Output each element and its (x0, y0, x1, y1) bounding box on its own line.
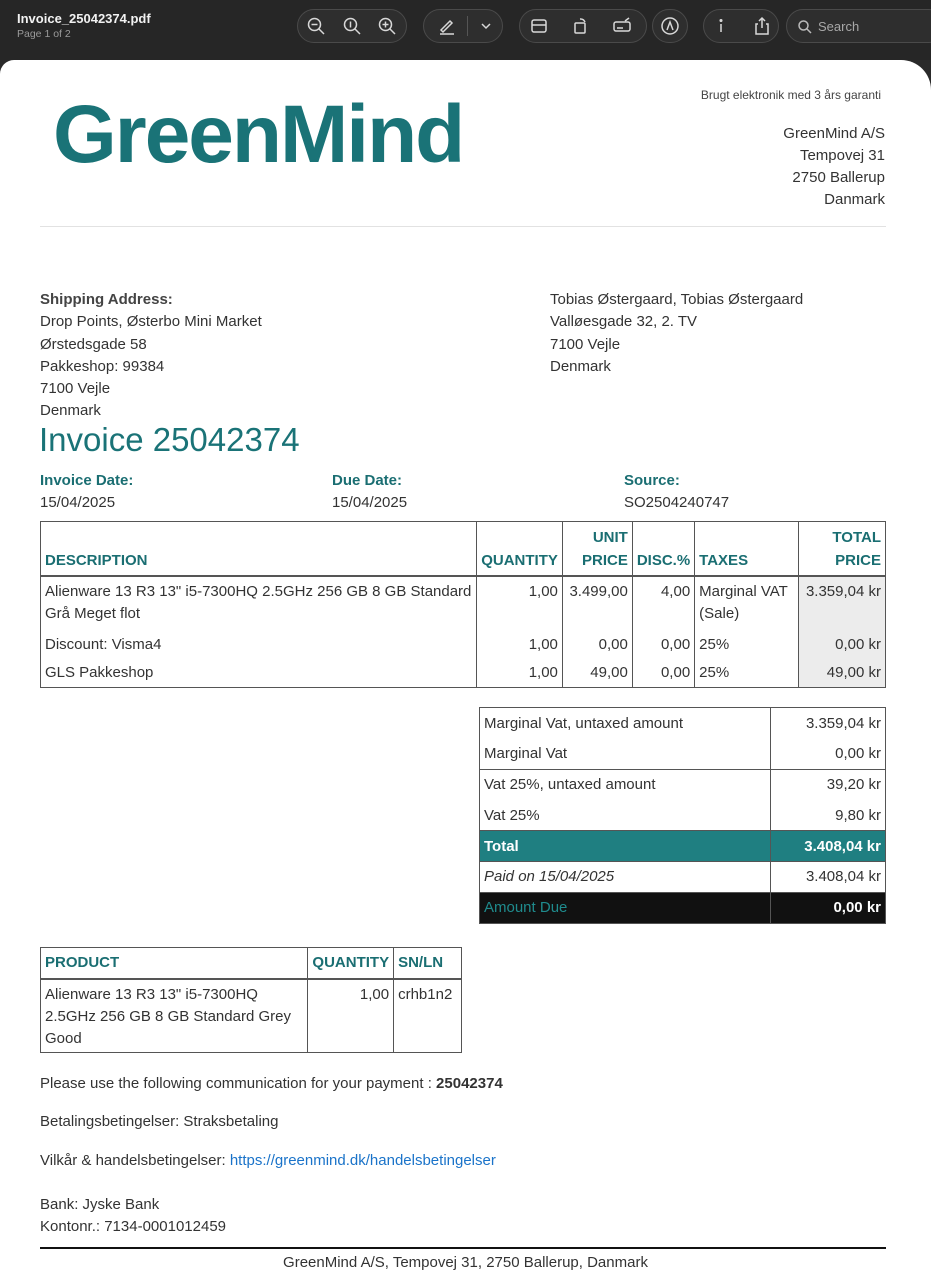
shipping-line: Denmark (40, 402, 101, 420)
cell-sn: crhb1n2 (394, 979, 462, 1053)
paid-row (480, 861, 886, 892)
col-unit-price-l2: PRICE (581, 551, 628, 569)
total-value: 3.408,04 kr (771, 831, 886, 862)
cell-discount: 0,00 (632, 631, 694, 659)
markup-icon[interactable] (653, 9, 687, 43)
cell-discount: 0,00 (632, 659, 694, 688)
bank-name: Bank: Jyske Bank (40, 1196, 160, 1213)
amount-due-value: 0,00 kr (771, 892, 886, 923)
shipping-line: Pakkeshop: 99384 (40, 357, 165, 375)
payment-text: Please use the following communication for your payment : (40, 1075, 437, 1092)
shipping-line: Drop Points, Østerbo Mini Market (40, 313, 262, 331)
table-header-row (41, 522, 886, 576)
cell-description: Alienware 13 R3 13" i5-7300HQ 2.5GHz 256 GB 8 GB Standard Grå Meget flot (41, 576, 477, 631)
info-icon[interactable] (704, 9, 738, 43)
marginal-untaxed-label: Marginal Vat, untaxed amount (480, 708, 771, 739)
col-taxes: TAXES (695, 522, 799, 576)
conditions (40, 1152, 496, 1169)
customer-line: Valløesgade 32, 2. TV (550, 313, 698, 331)
sidebar-icon[interactable] (522, 9, 556, 43)
amount-due-row (480, 892, 886, 923)
company-address (783, 123, 885, 211)
cell-total: 0,00 kr (799, 631, 886, 659)
col-product-quantity: QUANTITY (308, 948, 394, 979)
document-title: Invoice_25042374.pdf (17, 11, 151, 26)
footer-divider (40, 1247, 886, 1249)
toolbar-separator (467, 16, 468, 36)
cell-unit-price: 0,00 (562, 631, 632, 659)
shipping-line: 7100 Vejle (40, 380, 111, 398)
table-row (41, 576, 886, 631)
paid-value: 3.408,04 kr (771, 861, 886, 892)
due-date-label: Due Date: (332, 472, 403, 489)
shipping-line: Ørstedsgade 58 (40, 335, 147, 353)
rotate-icon[interactable] (563, 9, 597, 43)
customer-line: Tobias Østergaard, Tobias Østergaard (550, 291, 804, 308)
cell-taxes: 25% (695, 659, 799, 688)
vat25-untaxed-value: 39,20 kr (771, 769, 886, 800)
cell-discount: 4,00 (632, 576, 694, 631)
col-total-l1: TOTAL (832, 528, 881, 546)
cell-unit-price: 3.499,00 (562, 576, 632, 631)
zoom-in-icon[interactable] (370, 9, 404, 43)
cell-quantity: 1,00 (477, 631, 563, 659)
totals-row (480, 769, 886, 800)
due-date-block (332, 470, 407, 514)
marginal-vat-label: Marginal Vat (480, 738, 771, 769)
cell-description: GLS Pakkeshop (41, 659, 477, 688)
marginal-untaxed-value: 3.359,04 kr (771, 708, 886, 739)
table-row (41, 631, 886, 659)
chevron-down-icon[interactable] (469, 9, 503, 43)
cell-quantity: 1,00 (477, 576, 563, 631)
totals-row (480, 800, 886, 831)
company-line: Danmark (824, 191, 885, 208)
conditions-link[interactable]: https://greenmind.dk/handelsbetingelser (229, 1152, 496, 1169)
search-placeholder: Search (818, 19, 860, 34)
shipping-address (40, 289, 262, 423)
highlight-pen-icon[interactable] (430, 9, 464, 43)
product-table (40, 947, 462, 1053)
cell-product-quantity: 1,00 (308, 979, 394, 1053)
conditions-text: Vilkår & handelsbetingelser: (40, 1152, 230, 1169)
col-sn: SN/LN (394, 948, 462, 979)
customer-address (550, 289, 803, 378)
paid-label: Paid on 15/04/2025 (480, 861, 771, 892)
invoice-title: Invoice 25042374 (39, 421, 300, 458)
payment-terms: Betalingsbetingelser: Straksbetaling (40, 1113, 279, 1130)
invoice-date-block (40, 470, 133, 514)
col-product: PRODUCT (41, 948, 308, 979)
customer-line: 7100 Vejle (550, 335, 621, 353)
product-header-row (41, 948, 462, 979)
bank-account: Kontonr.: 7134-0001012459 (40, 1218, 226, 1235)
col-total-price (799, 522, 886, 576)
cell-quantity: 1,00 (477, 659, 563, 688)
header-divider (40, 226, 886, 227)
vat25-label: Vat 25% (480, 800, 771, 831)
search-field[interactable] (786, 9, 931, 43)
total-row (480, 831, 886, 862)
col-total-l2: PRICE (835, 551, 881, 569)
invoice-date-label: Invoice Date: (40, 472, 134, 489)
amount-due-label: Amount Due (480, 892, 771, 923)
marginal-vat-value: 0,00 kr (771, 738, 886, 769)
source-value: SO2504240747 (624, 494, 730, 511)
col-description: DESCRIPTION (41, 522, 477, 576)
invoice-date-value: 15/04/2025 (40, 494, 116, 511)
cell-product: Alienware 13 R3 13" i5-7300HQ 2.5GHz 256 GB 8 GB Standard Grey Good (41, 979, 308, 1053)
tagline: Brugt elektronik med 3 års garanti (700, 88, 881, 102)
customer-line: Denmark (550, 357, 611, 375)
col-unit-price (562, 522, 632, 576)
col-quantity: QUANTITY (477, 522, 563, 576)
shipping-label: Shipping Address: (40, 291, 173, 308)
share-icon[interactable] (745, 9, 779, 43)
cell-description: Discount: Visma4 (41, 631, 477, 659)
vat25-untaxed-label: Vat 25%, untaxed amount (480, 769, 771, 800)
footer-address: GreenMind A/S, Tempovej 31, 2750 Ballerup, Danmark (283, 1254, 648, 1271)
actual-size-icon[interactable] (335, 9, 369, 43)
page-indicator: Page 1 of 2 (17, 28, 71, 40)
zoom-out-icon[interactable] (299, 9, 333, 43)
cell-taxes: Marginal VAT (Sale) (695, 576, 799, 631)
col-discount: DISC.% (632, 522, 694, 576)
table-row (41, 979, 462, 1053)
due-date-value: 15/04/2025 (332, 494, 408, 511)
company-line: GreenMind A/S (783, 125, 885, 142)
signature-icon[interactable] (605, 9, 639, 43)
total-label: Total (480, 831, 771, 862)
cell-total: 49,00 kr (799, 659, 886, 688)
totals-table (479, 707, 886, 924)
source-label: Source: (624, 472, 680, 489)
payment-communication (40, 1075, 503, 1092)
col-unit-price-l1: UNIT (592, 528, 628, 546)
cell-unit-price: 49,00 (562, 659, 632, 688)
cell-total: 3.359,04 kr (799, 576, 886, 631)
search-icon (797, 19, 813, 35)
totals-row (480, 738, 886, 769)
cell-taxes: 25% (695, 631, 799, 659)
viewer-toolbar (0, 0, 931, 60)
source-block (624, 470, 729, 514)
table-row (41, 659, 886, 688)
invoice-lines-table (40, 521, 886, 688)
totals-row (480, 708, 886, 739)
company-line: 2750 Ballerup (792, 169, 885, 186)
company-logo: GreenMind (53, 89, 464, 180)
payment-ref: 25042374 (436, 1075, 503, 1092)
company-line: Tempovej 31 (799, 147, 885, 164)
vat25-value: 9,80 kr (771, 800, 886, 831)
